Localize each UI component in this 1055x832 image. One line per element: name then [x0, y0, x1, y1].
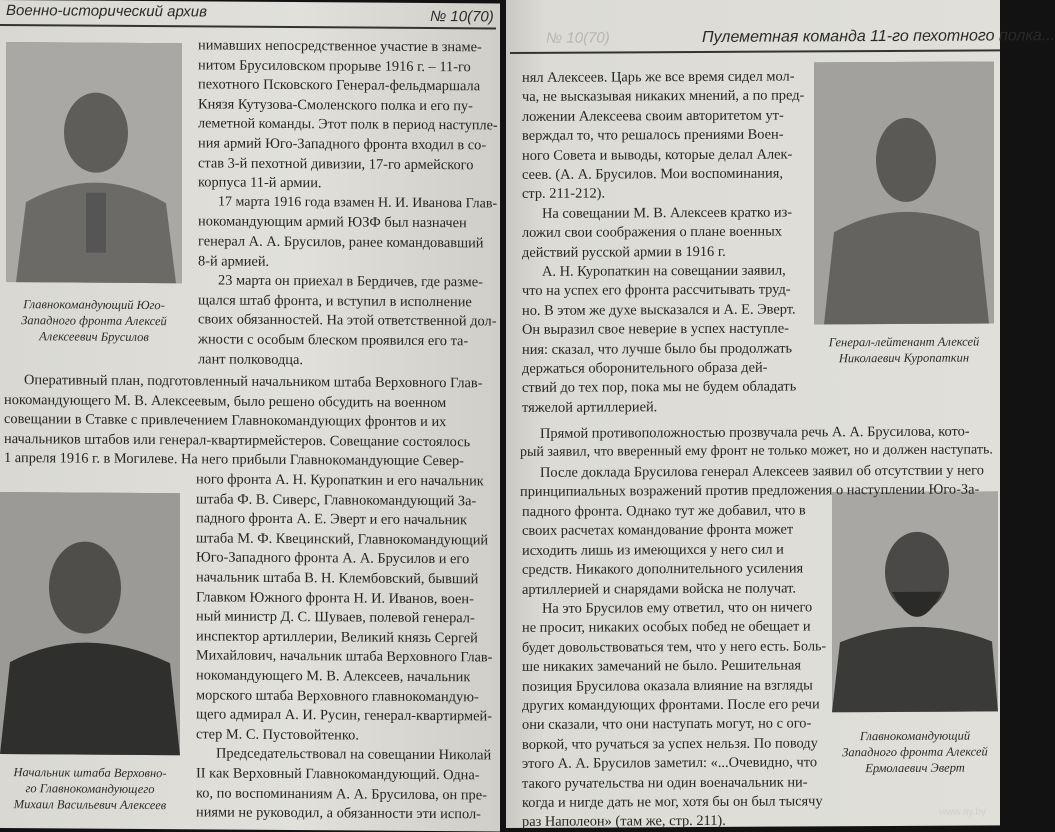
caption-alekseev	[0, 764, 180, 813]
text-line: они сказали, что они наступать могут, но с ого-	[522, 715, 812, 734]
text-line: После доклада Брусилова генерал Алексеев заявил об отсутствии у него	[540, 462, 984, 481]
portrait-brusilov-image	[6, 42, 182, 283]
text-line: позиция Брусилова оказала влияние на взгляды	[522, 676, 813, 695]
text-line: такого ручательства ни один военачальник ни-	[522, 774, 808, 792]
text-line: Князя Кутузова-Смоленского полка и его пу-	[198, 96, 473, 115]
photo-brusilov	[6, 42, 182, 283]
text-line: сеев. (А. А. Брусилов. Мои воспоминания,	[522, 165, 783, 183]
photo-evert	[832, 491, 998, 712]
text-line: падного фронта А. Е. Эверт и его начальник	[196, 510, 467, 529]
photo-alekseev	[0, 492, 180, 755]
text-line: Оперативный план, подготовленный начальником штаба Верховного Глав-	[24, 372, 483, 392]
text-line: Юго-Западного фронта А. А. Брусилов и его	[196, 549, 470, 568]
text-line: 23 марта он приехал в Бердичев, где разме-	[218, 272, 483, 291]
text-line: ложил свои соображения о плане военных	[522, 223, 782, 242]
text-line: II как Верховный Главнокомандующий. Одна-	[196, 765, 480, 784]
text-line: своих расчетах командование фронта может	[522, 521, 794, 540]
header-rule	[510, 49, 1000, 53]
text-line: воркой, что ручаться за успех нельзя. По поводу	[522, 735, 818, 753]
caption-line: Западного фронта Алексей	[842, 744, 988, 760]
portrait-alekseev-image	[0, 492, 180, 755]
text-line: раз Наполеон» (там же, стр. 211).	[522, 813, 726, 831]
text-line: рый заявил, что вверенный ему фронт не только может, но и должен наступать.	[520, 442, 993, 461]
text-line: ниями не руководил, а обязанности эти испол-	[196, 804, 481, 823]
text-line: 8-й армией.	[198, 252, 270, 270]
text-line: инспектор артиллерии, Великий князь Сергей	[196, 628, 478, 647]
text-line: щего адмирал А. И. Русин, генерал-квартирмей-	[196, 706, 492, 725]
text-line: пехотного Псковского Генерал-фельдмаршала	[198, 76, 481, 95]
text-line: верждал то, что решалось прениями Воен-	[522, 126, 784, 145]
text-line: стер М. С. Пустовойтенко.	[196, 726, 359, 744]
text-line: Прямой противоположностью прозвучала речь А. А. Брусилова, кото-	[540, 423, 970, 442]
text-line: Председательствовал на совещании Николай	[216, 745, 492, 764]
text-line: средств. Никакого дополнительного усиления	[522, 560, 804, 579]
caption-kuropatkin	[814, 333, 994, 366]
text-line: На это Брусилов ему ответил, что он ничего	[542, 599, 813, 617]
running-header-left: Военно-исторический архив	[6, 2, 207, 21]
portrait-kuropatkin-image	[814, 61, 994, 324]
text-line: этого А. А. Брусилов заметил: «...Очевидно, что	[522, 754, 818, 773]
text-line: 17 марта 1916 года взамен Н. И. Иванова Глав-	[218, 194, 498, 212]
text-line: нитом Брусиловском прорыве 1916 г. – 11-го	[198, 56, 471, 75]
text-line: А. Н. Куропаткин на совещании заявил,	[542, 262, 786, 280]
text-line: других командующих фронтами. После его речи	[522, 696, 820, 714]
text-line: исходить лишь из имеющихся у него сил и	[522, 541, 784, 559]
text-line: стр. 211-212).	[522, 185, 606, 203]
text-line: Главком Южного фронта Н. И. Иванов, воен-	[196, 588, 474, 607]
text-line: морского штаба Верховного главнокомандую-	[196, 686, 479, 705]
text-line: начальник штаба В. Н. Клембовский, бывший	[196, 569, 479, 588]
text-line: лант полководца.	[198, 350, 303, 368]
text-line: ча, не высказывая никаких мнений, а по пред-	[522, 87, 805, 106]
text-line: нокомандующим армий ЮЗФ был назначен	[198, 213, 467, 232]
text-line: жности с особым блеском проявился его та-	[198, 331, 469, 350]
text-line: 1 апреля 1916 г. в Могилеве. На него прибыли Главнокомандующие Север-	[4, 450, 464, 470]
text-line: нял Алексеев. Царь же все время сидел мол-	[522, 68, 795, 86]
caption-line: Генерал-лейтенант Алексей	[828, 334, 980, 350]
text-line: На совещании М. В. Алексеев кратко из-	[542, 204, 793, 222]
text-line: нимавших непосредственное участие в знаме-	[198, 37, 482, 56]
caption-line: Начальник штаба Верховно-	[13, 765, 167, 781]
left-page	[0, 0, 500, 831]
text-line: принципиальных возражений против предложения о наступлении Юго-За-	[520, 481, 980, 501]
text-line: ше никаких замечаний не было. Решительная	[522, 657, 802, 676]
text-line: артиллерией и снарядами войска не получат.	[522, 580, 796, 598]
caption-evert	[832, 727, 998, 776]
text-line: штаба Ф. В. Сиверс, Главнокомандующий За-	[196, 490, 477, 509]
text-line: своих обязанностей. На этой ответственной дол-	[198, 311, 497, 330]
watermark: www.ay.by	[938, 806, 986, 818]
right-page	[506, 0, 1055, 831]
text-line: ного Совета и выводы, которые делал Алек-	[522, 146, 793, 164]
text-line: Он выразил свое неверие в успех наступле-	[522, 320, 789, 339]
issue-number: № 10(70)	[430, 8, 494, 26]
text-line: нокомандующего М. В. Алексеев, начальник	[196, 667, 471, 686]
text-line: став 3-й пехотной дивизии, 17-го армейского	[198, 154, 474, 173]
portrait-evert-image	[832, 491, 998, 712]
text-line: ко, по воспоминаниям А. А. Брусилова, он пре-	[196, 784, 487, 803]
text-line: Михайлович, начальник штаба Верховного Глав-	[196, 647, 493, 666]
caption-line: Западного фронта Алексей	[21, 313, 167, 329]
caption-line: Главнокомандующий Юго-	[23, 297, 165, 313]
text-line: начальников штабов или генерал-квартирмейстеров. Совещание состоялось	[4, 430, 471, 451]
text-line: штаба М. Ф. Квецинский, Главнокомандующий	[196, 530, 489, 549]
running-header-right: Пулеметная команда 11-го пехотного полка...	[702, 27, 1055, 46]
bleed-through-header: № 10(70)	[546, 29, 610, 47]
text-line: леметной команды. Этот полк в период наступле-	[198, 115, 498, 134]
text-line: ложении Алексеева своим авторитетом ут-	[522, 107, 784, 125]
text-line: не просит, никаких особых побед не обещает и	[522, 618, 811, 637]
text-line: будет довольствоваться тем, что у него есть. Боль-	[522, 638, 827, 656]
text-line: падного фронта. Однако тут же добавил, что в	[522, 502, 806, 520]
text-line: ния: сказал, что лучше было бы продолжать	[522, 340, 793, 358]
text-line: ный министр Д. С. Шуваев, полевой генерал-	[196, 608, 475, 627]
text-line: нокомандующего М. В. Алексеевым, было решено обсудить на военном	[4, 391, 447, 411]
text-line: ного фронта А. Н. Куропаткин и его начальник	[196, 471, 484, 490]
text-line: генерал А. А. Брусилов, ранее командовавший	[198, 233, 484, 252]
text-line: щался штаб фронта, и вступил в исполнение	[198, 292, 472, 311]
text-line: корпуса 11-й армии.	[198, 174, 322, 192]
text-line: тяжелой артиллерией.	[522, 399, 658, 416]
header-rule	[0, 24, 496, 29]
text-line: совещании в Ставке с привлечением Главнокомандующих фронтов и их	[4, 411, 447, 431]
text-line: ствий до тех пор, пока мы не будем обладать	[522, 378, 797, 397]
photo-kuropatkin	[814, 61, 994, 324]
text-line: ния армий Юго-Западного фронта входил в со-	[198, 135, 487, 154]
caption-line: Ермолаевич Эверт	[865, 760, 965, 776]
caption-line: Алексеевич Брусилов	[39, 329, 149, 345]
text-line: что на успех его фронта рассчитывать труд-	[522, 281, 791, 300]
text-line: действий русской армии в 1916 г.	[522, 243, 726, 261]
text-line: когда и нигде дать не мог, хотя бы он был тысячу	[522, 793, 823, 811]
caption-line: Михаил Васильевич Алексеев	[13, 797, 167, 813]
caption-line: Николаевич Куропаткин	[838, 350, 970, 366]
caption-brusilov	[6, 296, 182, 345]
text-line: держаться оборонительного образа дей-	[522, 359, 768, 377]
caption-line: Главнокомандующий	[859, 728, 971, 744]
text-line: но. В этом же духе высказался и А. Е. Эверт.	[522, 301, 796, 319]
caption-line: го Главнокомандующего	[25, 781, 155, 797]
